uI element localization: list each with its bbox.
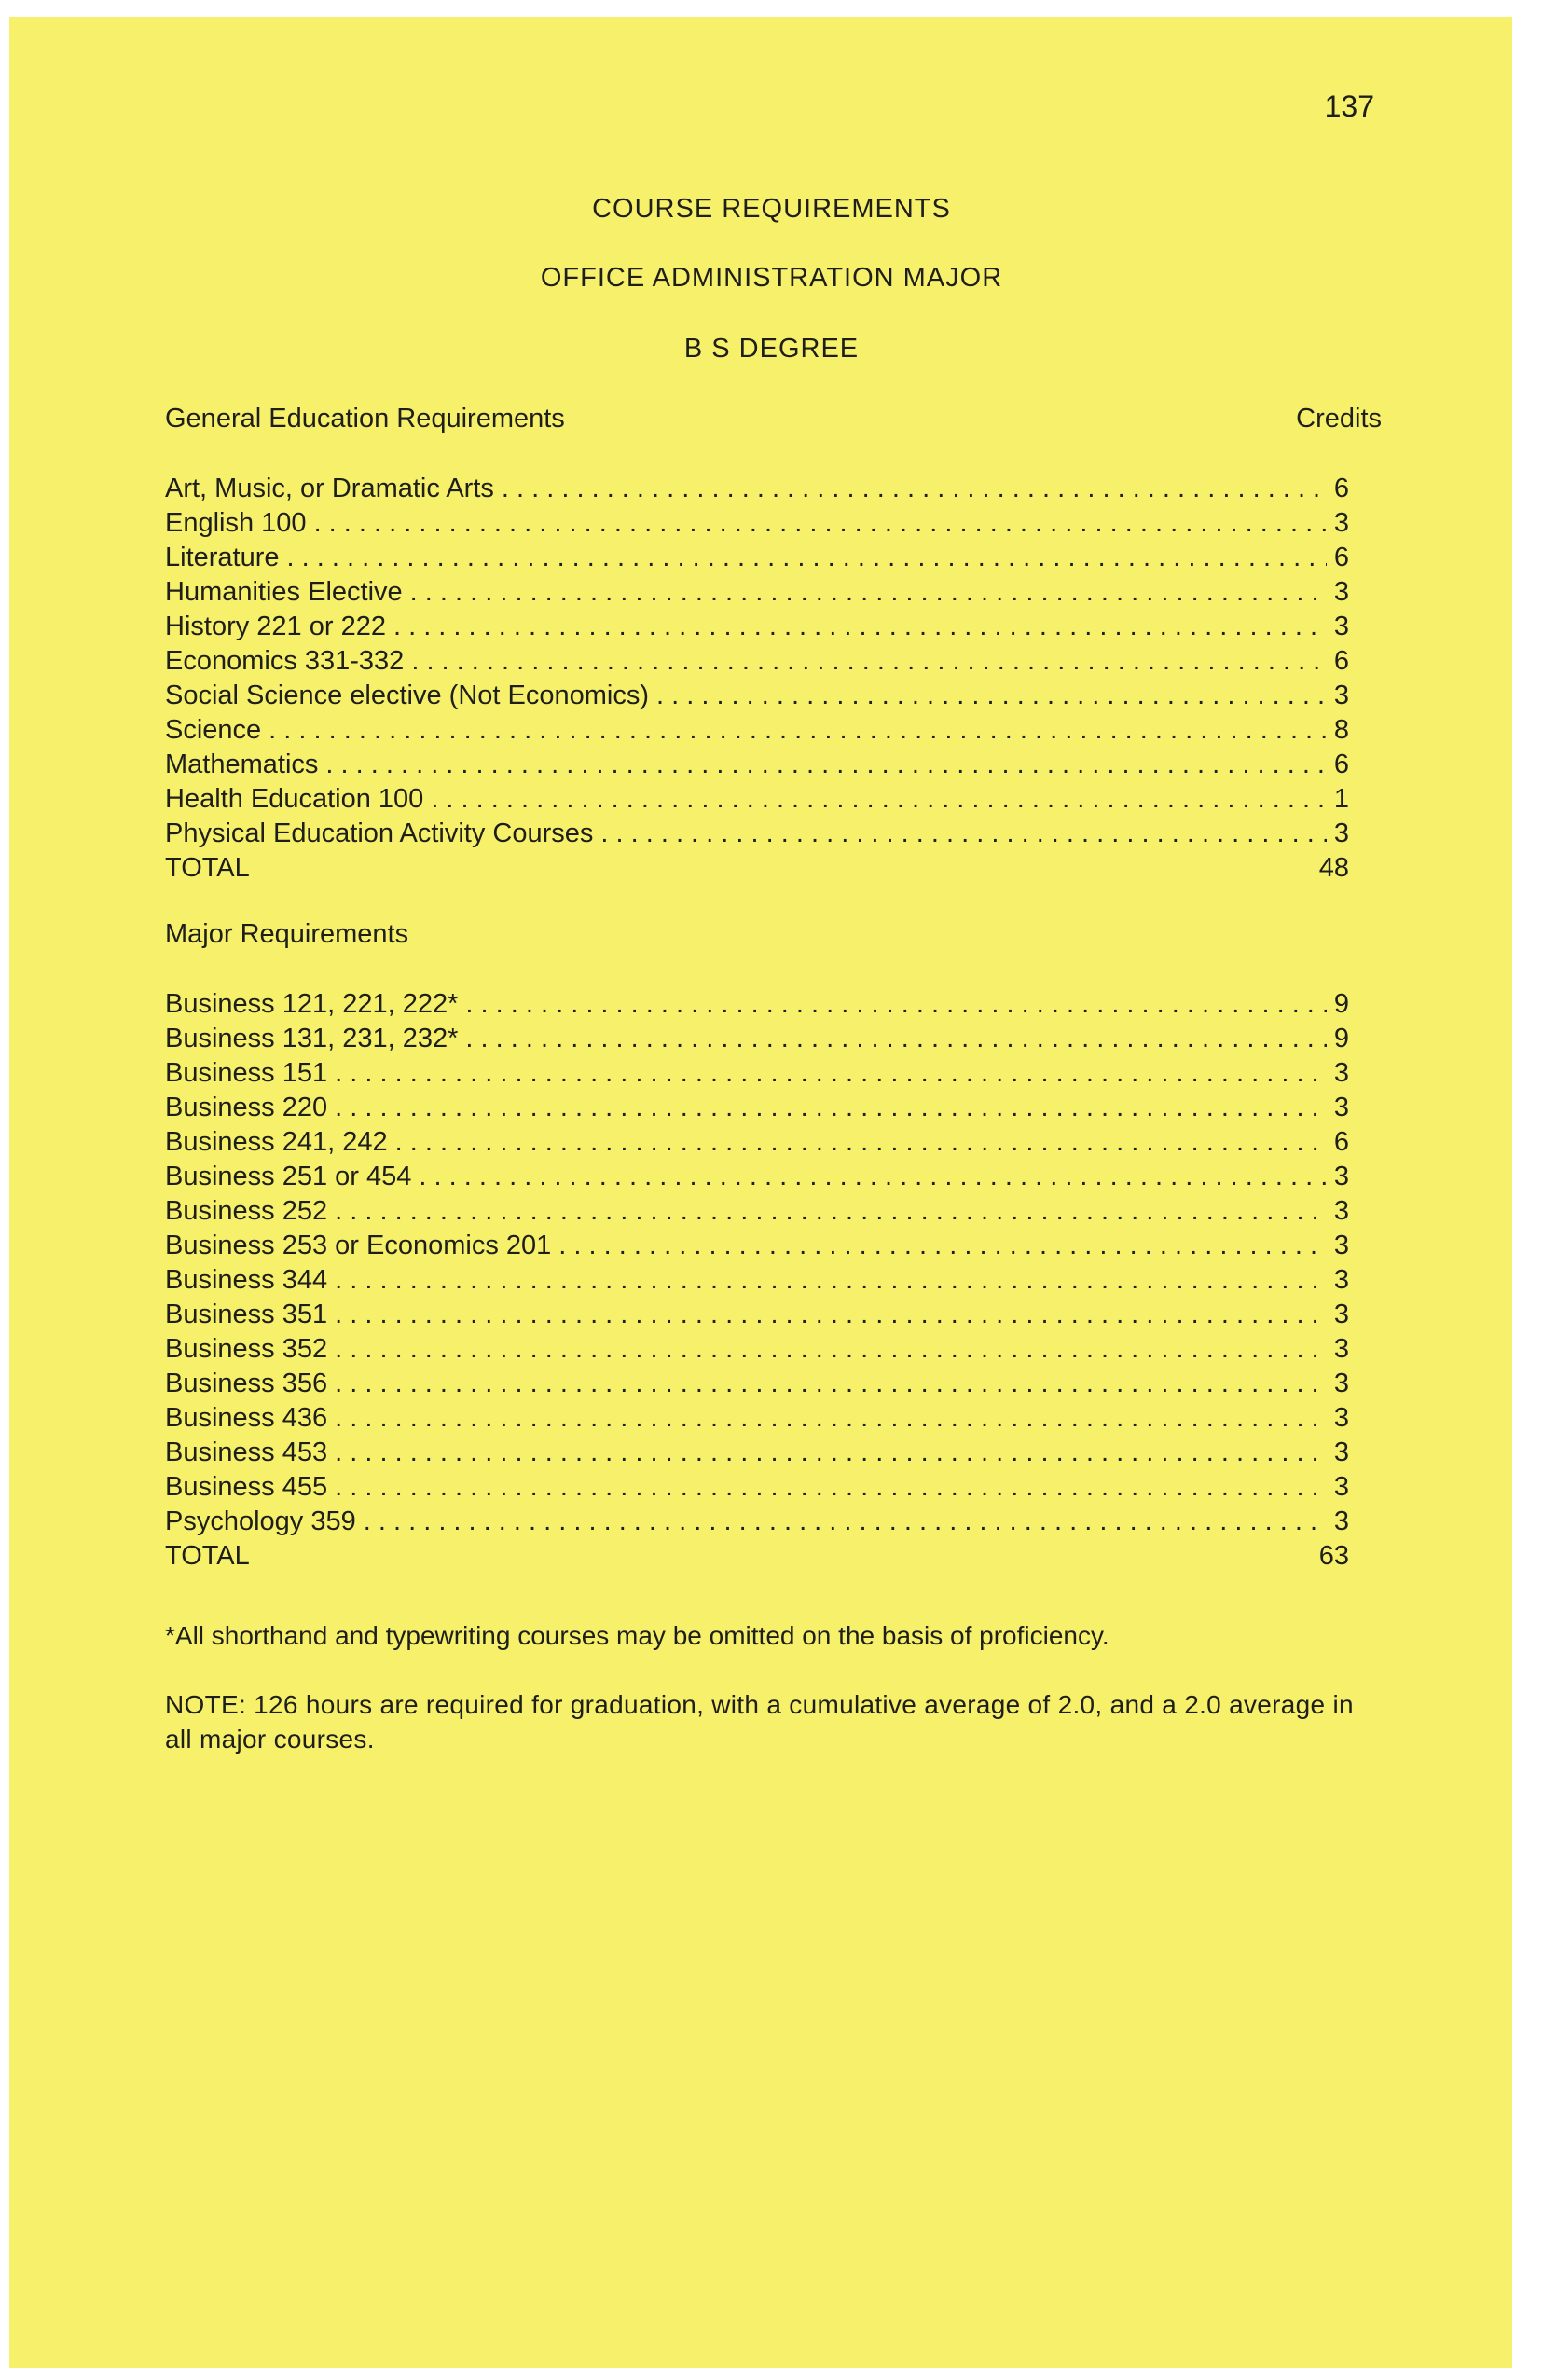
major-row <box>165 989 1349 1024</box>
course-credits: 3 <box>1333 1300 1349 1329</box>
major-row <box>165 1231 1349 1265</box>
dot-leader <box>335 1093 1327 1123</box>
total-value: 63 <box>1318 1541 1349 1571</box>
course-credits: 3 <box>1333 1369 1349 1398</box>
dot-leader <box>325 750 1327 780</box>
dot-leader <box>600 819 1327 849</box>
course-name: Economics 331-332 <box>165 646 405 676</box>
course-credits: 9 <box>1333 1024 1349 1053</box>
major-row <box>165 1438 1349 1472</box>
course-name: Business 453 <box>165 1438 328 1467</box>
course-credits: 3 <box>1333 1162 1349 1191</box>
general-row <box>165 750 1349 784</box>
course-credits: 3 <box>1333 1438 1349 1467</box>
course-name: Business 121, 221, 222* <box>165 989 459 1019</box>
major-row <box>165 1093 1349 1127</box>
major-requirements-heading: Major Requirements <box>165 919 409 949</box>
general-row <box>165 474 1349 508</box>
title-degree: B S DEGREE <box>683 334 860 364</box>
course-name: Business 356 <box>165 1369 328 1398</box>
dot-leader <box>411 646 1327 677</box>
dot-leader <box>502 474 1327 504</box>
dot-leader <box>335 1300 1327 1330</box>
general-row <box>165 681 1349 715</box>
course-name: Art, Music, or Dramatic Arts <box>165 474 494 503</box>
major-row <box>165 1196 1349 1231</box>
general-row <box>165 819 1349 853</box>
dot-leader <box>395 1127 1327 1158</box>
major-row <box>165 1506 1349 1541</box>
dot-leader <box>287 543 1327 573</box>
course-credits: 6 <box>1333 646 1349 676</box>
dot-leader <box>335 1265 1327 1296</box>
dot-leader <box>656 681 1327 711</box>
course-credits: 6 <box>1333 474 1349 503</box>
course-credits: 1 <box>1333 784 1349 814</box>
course-credits: 3 <box>1333 1058 1349 1088</box>
dot-leader <box>335 1369 1327 1399</box>
course-name: Business 436 <box>165 1403 328 1433</box>
course-name: Business 241, 242 <box>165 1127 388 1157</box>
course-credits: 3 <box>1333 1196 1349 1226</box>
course-name: Humanities Elective <box>165 577 403 607</box>
course-credits: 3 <box>1333 612 1349 641</box>
course-credits: 3 <box>1333 1472 1349 1502</box>
page-number: 137 <box>1324 89 1374 123</box>
major-row <box>165 1127 1349 1162</box>
course-name: Psychology 359 <box>165 1506 356 1536</box>
course-credits: 6 <box>1333 750 1349 779</box>
dot-leader <box>335 1058 1327 1089</box>
major-total-row <box>165 1541 1349 1575</box>
general-row <box>165 715 1349 750</box>
major-row <box>165 1300 1349 1334</box>
course-credits: 6 <box>1333 543 1349 572</box>
course-name: Business 252 <box>165 1196 328 1226</box>
course-name: Business 131, 231, 232* <box>165 1024 459 1053</box>
general-row <box>165 543 1349 577</box>
dot-leader <box>335 1196 1327 1227</box>
dot-leader <box>431 784 1327 815</box>
catalog-page <box>9 17 1512 2368</box>
course-name: English 100 <box>165 508 307 538</box>
course-name: Physical Education Activity Courses <box>165 819 594 848</box>
total-label: TOTAL <box>165 853 250 883</box>
dot-leader <box>465 989 1327 1020</box>
total-label: TOTAL <box>165 1541 250 1571</box>
major-row <box>165 1265 1349 1300</box>
course-name: Social Science elective (Not Economics) <box>165 681 649 710</box>
general-row <box>165 784 1349 819</box>
course-name: Business 151 <box>165 1058 328 1088</box>
dot-leader <box>335 1403 1327 1434</box>
graduation-note: NOTE: 126 hours are required for graduation, with a cumulative average of 2.0, and a 2.0 average in all major courses. <box>165 1690 1354 1754</box>
course-name: Business 344 <box>165 1265 328 1295</box>
dot-leader <box>558 1231 1327 1261</box>
asterisk-footnote: *All shorthand and typewriting courses may be omitted on the basis of proficiency. <box>165 1621 1109 1650</box>
dot-leader <box>410 577 1327 608</box>
course-name: History 221 or 222 <box>165 612 386 641</box>
course-credits: 9 <box>1333 989 1349 1019</box>
course-credits: 3 <box>1333 819 1349 848</box>
major-requirements-list <box>165 989 1349 1575</box>
course-credits: 3 <box>1333 508 1349 538</box>
title-course-requirements: COURSE REQUIREMENTS <box>592 194 951 224</box>
general-row <box>165 646 1349 681</box>
course-name: Science <box>165 715 262 745</box>
course-credits: 8 <box>1333 715 1349 745</box>
course-credits: 3 <box>1333 1403 1349 1433</box>
course-name: Business 220 <box>165 1093 328 1122</box>
dot-leader <box>335 1334 1327 1365</box>
major-row <box>165 1334 1349 1369</box>
general-row <box>165 612 1349 646</box>
course-credits: 3 <box>1333 1093 1349 1122</box>
major-row <box>165 1058 1349 1093</box>
course-name: Business 351 <box>165 1300 328 1329</box>
course-name: Business 251 or 454 <box>165 1162 412 1191</box>
course-name: Health Education 100 <box>165 784 424 814</box>
dot-leader <box>335 1472 1327 1503</box>
dot-leader <box>364 1506 1327 1537</box>
dot-leader <box>465 1024 1327 1054</box>
credits-heading: Credits <box>1296 404 1382 433</box>
course-credits: 6 <box>1333 1127 1349 1157</box>
course-name: Business 253 or Economics 201 <box>165 1231 552 1260</box>
general-education-list <box>165 474 1349 887</box>
course-name: Business 352 <box>165 1334 328 1364</box>
major-row <box>165 1472 1349 1506</box>
dot-leader <box>314 508 1327 539</box>
course-credits: 3 <box>1333 1334 1349 1364</box>
title-major: OFFICE ADMINISTRATION MAJOR <box>540 263 1003 293</box>
general-row <box>165 577 1349 612</box>
course-name: Business 455 <box>165 1472 328 1502</box>
dot-leader <box>335 1438 1327 1468</box>
major-row <box>165 1403 1349 1438</box>
major-row <box>165 1369 1349 1403</box>
course-name: Literature <box>165 543 280 572</box>
course-credits: 3 <box>1333 577 1349 607</box>
major-row <box>165 1162 1349 1196</box>
dot-leader <box>269 715 1327 746</box>
course-name: Mathematics <box>165 750 319 779</box>
course-credits: 3 <box>1333 1231 1349 1260</box>
course-credits: 3 <box>1333 681 1349 710</box>
course-credits: 3 <box>1333 1265 1349 1295</box>
general-row <box>165 508 1349 543</box>
total-value: 48 <box>1318 853 1349 883</box>
general-total-row <box>165 853 1349 887</box>
course-credits: 3 <box>1333 1506 1349 1536</box>
dot-leader <box>393 612 1327 642</box>
major-row <box>165 1024 1349 1058</box>
general-education-heading: General Education Requirements <box>165 404 565 433</box>
dot-leader <box>419 1162 1327 1192</box>
